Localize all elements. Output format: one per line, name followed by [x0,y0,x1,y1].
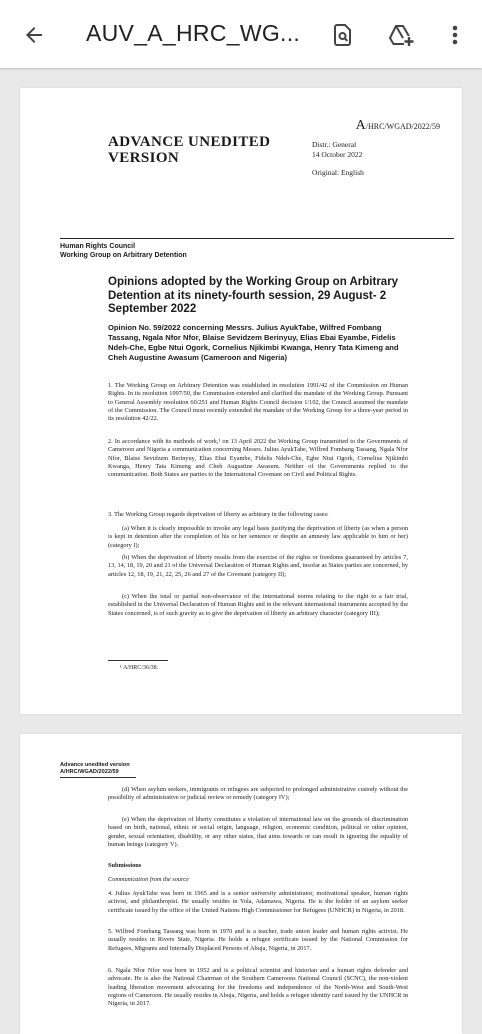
header-rule [60,238,454,239]
paragraph-6: 6. Ngala Nfor Nfor was born in 1952 and is a political scientist and historian and a human rights defender and advocate. He is also the National Chairman of the Southern Cameroons National Council (SCNC), the non-violent leading liberation movement advocating for the freedoms and independence of the North-West and South-West regions of Cameroon. He usually resides in Abuja, Nigeria, and holds a refugee identity card issued by the UNHCR in Nigeria, in 2017. [108,967,408,1008]
paragraph-2: 2. In accordance with its methods of work,¹ on 13 April 2022 the Working Group transmitted to the Governments of Cameroon and Nigeria a communication concerning Messrs. Julius AyukTabe, Wilfred Fombang Tassang, Ngala Nfor Nfor, Blaise Sevidzem Berinyuy, Elias Ebai Eyambe, Fidelis Ndeh-Che, Egbe Ntui Ogork, Cornelius Njikimbi Kwanga, Henry Tata Kimeng and Cheh Augustine Awasum. Neither of the Governments replied to the communication. Both States are parties to the International Covenant on Civil and Political Rights. [108,438,408,479]
more-vert-icon[interactable] [438,18,472,52]
footnote: ¹ A/HRC/36/38. [120,665,159,671]
opinion-heading: Opinion No. 59/2022 concerning Messrs. Julius AyukTabe, Wilfred Fombang Tassang, Ngala Nfor Nfor, Blaise Sevidzem Berinyuy, Elias Ebai Eyambe, Fidelis Ndeh-Che, Egbe Ntui Ogork, Cornelius Njikimbi Kwanga, Henry Tata Kimeng and Cheh Augustine Awasum (Cameroon and Nigeria) [108,323,399,362]
running-header-rule [60,777,136,778]
paragraph-3e: (e) When the deprivation of liberty constitutes a violation of international law on the grounds of discrimination based on birth, national, ethnic or social origin, language, religion, economic condition, political or other opinion, gender, sexual orientation, disability, or any other status, that aims towards or can result in ignoring the equality of human beings (category V). [108,816,408,848]
distribution-info: Distr.: General 14 October 2022 [312,140,363,159]
paragraph-3d: (d) When asylum seekers, immigrants or refugees are subjected to prolonged administrative custody without the possibility of administrative or judicial review or remedy (category IV); [108,786,408,802]
submissions-heading: Submissions [108,862,142,869]
running-header: Advance unedited version A/HRC/WGAD/2022/59 [60,762,130,775]
document-symbol: A/HRC/WGAD/2022/59 [355,118,440,133]
pdf-page-1[interactable] [20,88,462,714]
original-language: Original: English [312,168,364,177]
paragraph-4: 4. Julius AyukTabe was born in 1965 and is a senior university administrator, motivational speaker, human rights activist, and philanthropist. He usually resides in Yola, Adamawa, Nigeria. He is the holder of an asylum seeker certificate issued by the office of the United Nations High Commissioner for Refugees (UNHCR) in Nigeria, in 2018. [108,890,408,914]
council-heading: Human Rights Council Working Group on Arbitrary Detention [60,243,187,259]
communication-subheading: Communication from the source [108,876,189,883]
add-to-drive-icon[interactable] [384,18,418,52]
opinions-title: Opinions adopted by the Working Group on Arbitrary Detention at its ninety-fourth session, 29 August- 2 September 2022 [108,276,399,315]
paragraph-1: 1. The Working Group on Arbitrary Detention was established in resolution 1991/42 of the Commission on Human Rights. In its resolution 1997/50, the Commission extended and clarified the mandate of the Working Group. Pursuant to General Assembly resolution 60/251 and Human Rights Council decision 1/102, the Council assumed the mandate of the Commission. The Council most recently extended the mandate of the Working Group for a three-year period in its resolution 42/22. [108,382,408,423]
advance-unedited-title: ADVANCE UNEDITED VERSION [108,134,271,166]
paragraph-5: 5. Wilfred Fombang Tassang was born in 1970 and is a teacher, trade union leader and human rights activist. He usually resides in Rivers State, Nigeria. He holds a refugee certificate issued by the National Commission for Refugees, Migrants and Internally Displaced Persons of Abuja, Nigeria, in 2017. [108,928,408,952]
footnote-rule [108,660,168,661]
top-app-bar [0,0,482,68]
paragraph-3c: (c) When the total or partial non-observance of the international norms relating to the right to a fair trial, established in the Universal Declaration of Human Rights and in the relevant international instruments accepted by the States concerned, is of such gravity as to give the deprivation of liberty an arbitrary character (category III); [108,593,408,617]
pdf-page-2[interactable] [20,734,462,1034]
back-arrow-icon[interactable] [14,18,54,52]
document-title: AUV_A_HRC_WG... [86,20,301,46]
paragraph-3b: (b) When the deprivation of liberty results from the exercise of the rights or freedoms guaranteed by articles 7, 13, 14, 18, 19, 20 and 21 of the Universal Declaration of Human Rights and, insofar as States parties are concerned, by articles 12, 18, 19, 21, 22, 25, 26 and 27 of the Covenant (category II); [108,554,408,578]
paragraph-3: 3. The Working Group regards deprivation of liberty as arbitrary in the following cases: [108,511,329,518]
paragraph-3a: (a) When it is clearly impossible to invoke any legal basis justifying the deprivation of liberty (as when a person is kept in detention after the completion of his or her sentence or despite an amnesty law applicable to him or her) (category I); [108,525,408,549]
search-doc-icon[interactable] [326,18,360,52]
